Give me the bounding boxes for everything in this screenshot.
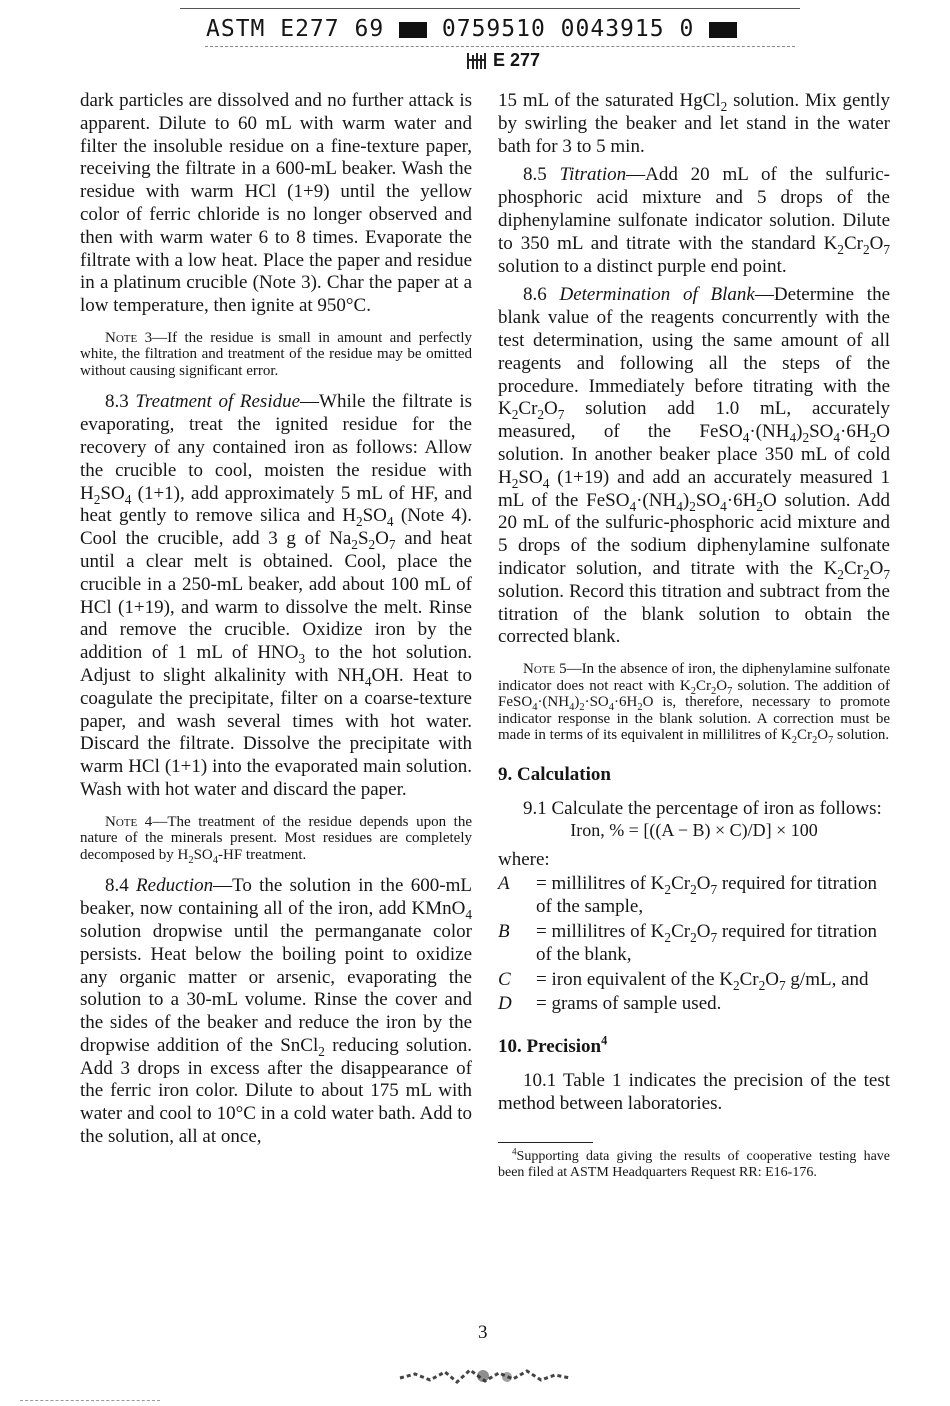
text: SO bbox=[809, 421, 834, 443]
subscript: 2 bbox=[720, 98, 728, 114]
paragraph-continued: dark particles are dissolved and no further attack is apparent. Dilute to 60 mL with warm water and filter the insoluble residue on a fine-texture paper, receiving the filtrate in a 600-mL beaker. Wash the residue with warm HCl (1+9) until the yellow color of ferric chloride is no longer observed and then with warm water 6 to 8 times. Evaporate the filtrate with a low heat. Place the paper and residue in a platinum crucible (Note 3). Char the paper at a low temperature, then ignite at 950°C. bbox=[80, 90, 472, 317]
text: ·6H bbox=[840, 421, 870, 443]
definition-a bbox=[498, 873, 890, 919]
note-text: O bbox=[817, 727, 829, 744]
text: O bbox=[696, 873, 711, 895]
subscript: 2 bbox=[355, 514, 363, 530]
where-label: where: bbox=[498, 849, 550, 871]
text: 15 mL of the saturated HgCl bbox=[498, 90, 721, 111]
text: O bbox=[869, 557, 884, 579]
section-number: 8.3 bbox=[105, 391, 136, 413]
section-title: Titration bbox=[559, 164, 627, 186]
subscript: 4 bbox=[465, 906, 472, 922]
note-text: O is, therefore, necessary to promote indicator response in the blank solution. A correction must be made in terms of its equivalent in millilitres of K bbox=[498, 694, 890, 744]
text: Cr bbox=[671, 921, 691, 943]
text: Cr bbox=[843, 557, 863, 579]
section-number: 8.6 bbox=[523, 284, 560, 306]
section-heading-precision bbox=[498, 1033, 890, 1058]
code-left: ASTM E277 69 bbox=[206, 16, 385, 42]
note-text: solution. The addition of FeSO bbox=[498, 677, 890, 711]
note-text: ·6H bbox=[614, 694, 638, 711]
subscript: 2 bbox=[710, 685, 717, 697]
text: ·6H bbox=[726, 489, 757, 511]
note-text: —If the residue is small in amount and perfectly white, the filtration and treatment of the residue may be omitted without causing significant error. bbox=[80, 329, 472, 379]
note-text: ·(NH bbox=[537, 694, 570, 711]
subscript: 2 bbox=[732, 977, 740, 993]
subscript: 4 bbox=[569, 702, 575, 714]
text: solution add 1.0 mL, accurately measured, of the FeSO bbox=[498, 398, 890, 443]
note-text: SO bbox=[193, 846, 213, 863]
top-border-line bbox=[180, 8, 800, 9]
text: = grams of sample used. bbox=[536, 993, 722, 1015]
text: —While the filtrate is evaporating, treat the ignited residue for the recovery of any contained iron as follows: Allow the crucible to cool, moisten the residue with H bbox=[80, 391, 472, 504]
note-text: ·SO bbox=[584, 694, 609, 711]
subscript: 4 bbox=[542, 475, 550, 491]
subscript: 2 bbox=[811, 735, 818, 747]
subscript: 7 bbox=[710, 882, 718, 898]
text: reducing solution. Add 3 drops in excess after the disappearance of the ferric iron color. Dilute to about 175 mL with water and cool to 10°C in a cold water bath. Add to the solution, all at once, bbox=[80, 1034, 473, 1148]
text: = millilitres of K bbox=[536, 873, 665, 895]
text: = iron equivalent of the K bbox=[536, 968, 733, 990]
note-4 bbox=[80, 814, 472, 864]
subscript: 2 bbox=[837, 566, 844, 582]
footnote-text: Supporting data giving the results of cooperative testing have been filed at ASTM Headquarters Request RR: E16-176. bbox=[498, 1148, 890, 1180]
subscript: 4 bbox=[742, 429, 750, 445]
text: S bbox=[357, 528, 369, 550]
subscript: 2 bbox=[188, 854, 194, 866]
text: —To the solution in the 600-mL beaker, now containing all of the iron, add KMnO bbox=[80, 875, 472, 920]
section-10-1: 10.1 Table 1 indicates the precision of the test method between laboratories. bbox=[498, 1070, 890, 1114]
text: SO bbox=[695, 489, 721, 511]
text: ) bbox=[682, 489, 690, 511]
heading-text: 10. Precision bbox=[498, 1036, 602, 1058]
section-title: Reduction bbox=[136, 875, 214, 897]
subscript: 2 bbox=[368, 537, 376, 553]
note-text: —The treatment of the residue depends upon the nature of the minerals present. Most residues are completely decomposed by H bbox=[80, 813, 472, 863]
text: (Note 4). Cool the crucible, add 3 g of Na bbox=[80, 505, 473, 550]
subscript: 4 bbox=[629, 498, 637, 514]
text: solution dropwise until the permanganate color persists. Heat below the boiling point to oxidize any organic matter or arsenic, evaporating the solution to a 30-mL volume. Rinse the cover and the sides of the beaker and reduce the iron by the dropwise addition of the SnCl bbox=[80, 920, 472, 1056]
note-label: Note 5 bbox=[523, 661, 567, 678]
subscript: 2 bbox=[690, 929, 697, 945]
astm-logo-icon bbox=[466, 51, 490, 71]
subscript: 4 bbox=[833, 429, 841, 445]
subscript: 2 bbox=[862, 241, 870, 257]
subscript: 2 bbox=[690, 882, 697, 898]
text: O solution. Add 20 mL of the sulfuric-phosphoric acid mixture and 5 drops of the sodium diphenylamine sulfonate indicator solution, and titrate with the K bbox=[498, 489, 891, 579]
text: OH. Heat to coagulate the precipitate, filter on a coarse-texture paper, and wash several times with hot water. Discard the filtrate. Dissolve the precipitate with warm HCl (1+1) into the evaporated main solution. Wash with hot water and discard the paper. bbox=[80, 665, 472, 801]
subscript: 4 bbox=[676, 498, 683, 514]
note-text: O bbox=[716, 677, 728, 694]
text: SO bbox=[518, 466, 543, 488]
subscript: 2 bbox=[664, 929, 672, 945]
text: O bbox=[765, 968, 780, 990]
subscript: 7 bbox=[828, 735, 834, 747]
section-8-4 bbox=[80, 875, 472, 1149]
text: ) bbox=[796, 421, 803, 443]
note-text: —In the absence of iron, the diphenylamine sulfonate indicator does not react with K bbox=[498, 661, 890, 694]
section-heading-calculation: 9. Calculation bbox=[498, 763, 611, 785]
subscript: 7 bbox=[710, 929, 718, 945]
section-number: 8.4 bbox=[105, 875, 137, 897]
text: solution to a distinct purple end point. bbox=[498, 255, 787, 277]
subscript: 2 bbox=[511, 475, 519, 491]
subscript: 4 bbox=[608, 702, 615, 714]
left-column bbox=[80, 90, 472, 1149]
scan-smudge bbox=[395, 1364, 575, 1388]
subscript: 2 bbox=[758, 977, 766, 993]
text: —Add 20 mL of the sulfuric-phosphoric acid mixture and 5 drops of the diphenylamine sulfonate indicator solution. Dilute to 350 mL and titrate with the standard K bbox=[498, 164, 891, 254]
text: O solution. In another beaker place 350 mL of cold H bbox=[498, 421, 890, 488]
subscript: 2 bbox=[689, 498, 696, 514]
right-column bbox=[498, 90, 890, 1181]
variable: D bbox=[498, 993, 512, 1015]
text: ·(NH bbox=[636, 489, 677, 511]
subscript: 7 bbox=[388, 537, 396, 553]
subscript: 7 bbox=[727, 685, 733, 697]
definition-c bbox=[498, 969, 890, 992]
footnote-ref: 4 bbox=[601, 1033, 608, 1048]
text: = millilitres of K bbox=[536, 921, 665, 943]
bottom-scan-line bbox=[20, 1400, 160, 1401]
subscript: 4 bbox=[364, 673, 372, 689]
subscript: 2 bbox=[318, 1043, 325, 1059]
text: O bbox=[375, 528, 389, 550]
subscript: 2 bbox=[537, 407, 545, 423]
text: solution. Mix gently by swirling the beaker and let stand in the water bath for 3 to 5 min. bbox=[498, 90, 890, 157]
note-text: -HF treatment. bbox=[218, 846, 307, 863]
text: solution. Record this titration and subtract from the titration of the blank solution to obtain the corrected blank. bbox=[498, 580, 890, 648]
section-8-6 bbox=[498, 284, 890, 649]
subscript: 7 bbox=[779, 977, 786, 993]
standard-designation: E 277 bbox=[493, 50, 541, 70]
paragraph-continued bbox=[498, 90, 890, 158]
black-mark bbox=[399, 22, 427, 38]
section-9-1: 9.1 Calculate the percentage of iron as follows: bbox=[523, 797, 882, 819]
header-underline bbox=[205, 46, 795, 47]
text: (1+1), add approximately 5 mL of HF, and heat gently to remove silica and H bbox=[80, 482, 472, 527]
subscript: 2 bbox=[664, 882, 672, 898]
subscript: 2 bbox=[511, 407, 519, 423]
definition-d bbox=[498, 993, 890, 1016]
note-text: Cr bbox=[695, 677, 711, 694]
text: SO bbox=[100, 482, 125, 504]
text: Cr bbox=[739, 968, 759, 990]
subscript: 4 bbox=[124, 491, 132, 507]
text: Cr bbox=[518, 398, 538, 420]
subscript: 4 bbox=[789, 429, 797, 445]
note-3 bbox=[80, 330, 472, 380]
text: O bbox=[544, 398, 558, 420]
text: Cr bbox=[843, 232, 863, 254]
subscript: 4 bbox=[532, 702, 538, 714]
code-mid: 0759510 0043915 0 bbox=[441, 16, 695, 42]
note-text: Cr bbox=[796, 727, 812, 744]
subscript: 2 bbox=[756, 498, 764, 514]
footnote-mark: 4 bbox=[512, 1146, 517, 1157]
text: and heat until a clear melt is obtained. Cool, place the crucible in a 250-mL beaker, add about 100 mL of HCl (1+19), and warm to dissolve the melt. Rinse and remove the crucible. Oxidize iron by the addition of 1 mL of HNO bbox=[80, 528, 473, 664]
note-label: Note 3 bbox=[105, 329, 153, 346]
section-title: Determination of Blank bbox=[559, 284, 755, 306]
text: (1+19) and add an accurately measured 1 mL of the FeSO bbox=[498, 466, 890, 511]
text: —Determine the blank value of the reagents concurrently with the test determination, using the same amount of all reagents and following all the steps of the procedure. Immediately before titrating with the K bbox=[498, 284, 891, 420]
subscript: 4 bbox=[720, 498, 727, 514]
document-code-header bbox=[206, 16, 786, 42]
variable: C bbox=[498, 968, 511, 990]
subscript: 7 bbox=[557, 407, 565, 423]
subscript: 2 bbox=[690, 685, 696, 697]
subscript: 2 bbox=[837, 241, 844, 257]
text: to the hot solution. Adjust to slight alkalinity with NH bbox=[80, 642, 472, 687]
text: g/mL, and bbox=[785, 968, 869, 990]
definition-b bbox=[498, 921, 890, 967]
subscript: 3 bbox=[298, 651, 306, 667]
note-text: ) bbox=[574, 694, 580, 711]
note-5 bbox=[498, 661, 890, 747]
text: required for titration of the sample, bbox=[536, 873, 877, 918]
page-number: 3 bbox=[478, 1322, 488, 1343]
subscript: 7 bbox=[883, 566, 890, 582]
note-text: solution. bbox=[833, 727, 890, 744]
subscript: 2 bbox=[351, 537, 358, 553]
variable: A bbox=[498, 873, 510, 895]
section-8-5 bbox=[498, 164, 890, 278]
section-number: 8.5 bbox=[523, 164, 560, 186]
text: SO bbox=[362, 505, 387, 527]
text: O bbox=[869, 232, 884, 254]
text: ·(NH bbox=[749, 421, 790, 443]
subscript: 2 bbox=[869, 429, 877, 445]
text: O bbox=[696, 921, 711, 943]
subscript: 2 bbox=[862, 566, 870, 582]
section-title: Treatment of Residue bbox=[135, 391, 301, 413]
subscript: 4 bbox=[212, 854, 218, 866]
subscript: 7 bbox=[883, 241, 890, 257]
subscript: 2 bbox=[93, 491, 101, 507]
footnote-4 bbox=[498, 1146, 890, 1181]
subscript: 2 bbox=[579, 702, 585, 714]
subscript: 2 bbox=[637, 702, 643, 714]
section-8-3 bbox=[80, 391, 472, 801]
black-mark bbox=[709, 22, 737, 38]
subscript: 4 bbox=[386, 514, 394, 530]
footnote-rule bbox=[498, 1142, 593, 1143]
text: required for titration of the blank, bbox=[536, 921, 877, 965]
iron-formula: Iron, % = [((A − B) × C)/D] × 100 bbox=[570, 820, 818, 841]
subscript: 2 bbox=[802, 429, 810, 445]
text: Cr bbox=[671, 873, 691, 895]
note-label: Note 4 bbox=[105, 813, 153, 830]
variable: B bbox=[498, 921, 510, 943]
subscript: 2 bbox=[791, 735, 797, 747]
